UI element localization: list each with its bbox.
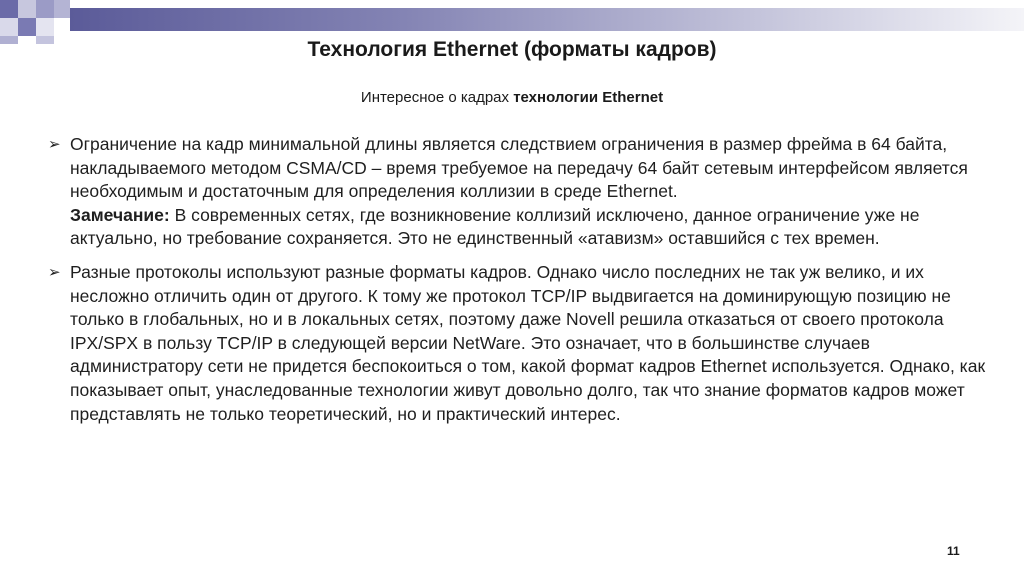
bullet-text: Ограничение на кадр минимальной длины является следствием ограничения в размер фрейма в 64 байта, накладываемого методом CSMA/CD – время требуемое на передачу 64 байт сетевым интерфейсом является необходимым и достаточным для определения коллизии в среде Ethernet. [70,134,968,202]
bullet-text: Разные протоколы используют разные форматы кадров. Однако число последних не так уж велико, и их несложно отличить один от другого. К тому же протокол TCP/IP выдвигается на доминирующую позицию не только в глобальных, но и в локальных сетях, поэтому даже Novell решила отказаться от своего протокола IPX/SPX в пользу TCP/IP в следующей версии NetWare. Это означает, что в большинстве случаев администратору сети не придется беспокоиться о том, какой формат кадров Ethernet используется. Однако, как показывает опыт, унаследованные технологии живут довольно долго, так что знание форматов кадров может представлять не только теоретический, но и практический интерес. [70,261,986,424]
note-label: Замечание: [70,204,170,225]
decor-square [0,18,18,36]
arrow-bullet-icon: ➢ [48,136,61,153]
header-gradient-bar [70,8,1024,31]
note-text: В современных сетях, где возникновение коллизий исключено, данное ограничение уже не актуально, но требование сохраняется. Это не единственный «атавизм» оставшийся с тех времен. [70,204,920,249]
decor-square [18,18,36,36]
decor-square [0,0,18,18]
subtitle-prefix: Интересное о кадрах [360,89,514,106]
decor-square [36,0,54,18]
bullet-item [46,133,1006,251]
slide-subtitle [0,89,1024,106]
slide-content [46,133,1006,426]
arrow-bullet-icon: ➢ [48,263,61,281]
decor-square [18,0,36,18]
decor-square [36,18,54,36]
bullet-item [46,261,1006,426]
subtitle-bold: технологии Ethernet [513,89,664,106]
slide-title: Технология Ethernet (форматы кадров) [307,38,717,61]
page-number: 11 [947,544,960,558]
decor-square [54,0,70,18]
